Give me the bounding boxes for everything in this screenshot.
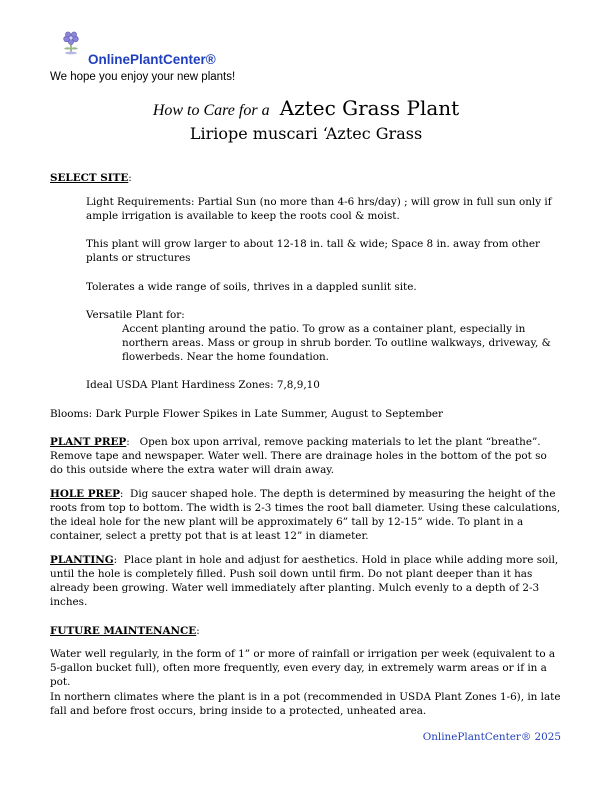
maintenance-heading: FUTURE MAINTENANCE	[50, 625, 197, 637]
plant-prep-heading: PLANT PREP	[50, 436, 127, 448]
hole-prep-heading: HOLE PREP	[50, 488, 120, 500]
soil-tolerance: Tolerates a wide range of soils, thrives in a dappled sunlit site.	[86, 281, 417, 293]
versatile-label: Versatile Plant for:	[86, 309, 185, 321]
plant-prep-section: PLANT PREP: Open box upon arrival, remove packing materials to let the plant “breathe”. Remove tape and newspaper. Water well. There are drainage holes in the bottom of the pot so do this outside where the extra water will drain away.	[50, 436, 547, 476]
footer-copyright: OnlinePlantCenter® 2025	[422, 731, 561, 743]
light-requirements: Light Requirements: Partial Sun (no more than 4-6 hrs/day) ; will grow in full sun only if ample irrigation is available to keep the roots cool & moist.	[86, 196, 552, 222]
maintenance-heading-line: FUTURE MAINTENANCE:	[50, 625, 200, 637]
planting-text: Place plant in hole and adjust for aesthetics. Hold in place while adding more soil, until the hole is completely filled. Push soil down until firm. Do not plant deeper than it has already been growing. Water well immediately after planting. Mulch evenly to a depth of 2-3 inches.	[50, 554, 559, 608]
title-prefix: How to Care for a	[152, 102, 270, 119]
northern-climate-instructions: In northern climates where the plant is in a pot (recommended in USDA Plant Zones 1-6), in late fall and before frost occurs, bring inside to a protected, unheated area.	[50, 691, 561, 717]
page-title	[0, 96, 612, 120]
select-site-heading-line: SELECT SITE:	[50, 172, 132, 184]
versatile-uses: Accent planting around the patio. To grow as a container plant, especially in northern areas. Mass or group in shrub border. To outline walkways, driveway, & flowerbeds. Near the home foundation.	[122, 323, 551, 363]
hole-prep-text: Dig saucer shaped hole. The depth is determined by measuring the height of the roots from top to bottom. The width is 2-3 times the root ball diameter. Using these calculations, the ideal hole for the new plant will be approximately 6” tall by 12-15” wide. To plant in a container, select a pretty pot that is at least 12” in diameter.	[50, 488, 561, 542]
tagline: We hope you enjoy your new plants!	[50, 71, 236, 83]
flower-logo-icon	[60, 30, 82, 56]
planting-section: PLANTING: Place plant in hole and adjust for aesthetics. Hold in place while adding more soil, until the hole is completely filled. Push soil down until firm. Do not plant deeper than it has already been growing. Water well immediately after planting. Mulch evenly to a depth of 2-3 inches.	[50, 554, 559, 608]
blooms: Blooms: Dark Purple Flower Spikes in Late Summer, August to September	[50, 408, 443, 420]
plant-prep-text: Open box upon arrival, remove packing materials to let the plant “breathe”. Remove tape and newspaper. Water well. There are drainage holes in the bottom of the pot so do this outside where the extra water will drain away.	[50, 436, 547, 476]
hardiness-zones: Ideal USDA Plant Hardiness Zones: 7,8,9,10	[86, 379, 320, 391]
plant-size: This plant will grow larger to about 12-18 in. tall & wide; Space 8 in. away from other plants or structures	[86, 238, 540, 264]
hole-prep-section: HOLE PREP: Dig saucer shaped hole. The depth is determined by measuring the height of the roots from top to bottom. The width is 2-3 times the root ball diameter. Using these calculations, the ideal hole for the new plant will be approximately 6” tall by 12-15” wide. To plant in a container, select a pretty pot that is at least 12” in diameter.	[50, 488, 561, 542]
brand-name: OnlinePlantCenter®	[88, 52, 216, 67]
select-site-heading: SELECT SITE	[50, 172, 129, 184]
watering-instructions: Water well regularly, in the form of 1” or more of rainfall or irrigation per week (equivalent to a 5-gallon bucket full), often more frequently, even every day, in extremely warm areas or if in a pot.	[50, 648, 556, 688]
page-subtitle: Liriope muscari ‘Aztec Grass	[189, 124, 423, 143]
planting-heading: PLANTING	[50, 554, 114, 566]
title-main: Aztec Grass Plant	[279, 96, 460, 120]
